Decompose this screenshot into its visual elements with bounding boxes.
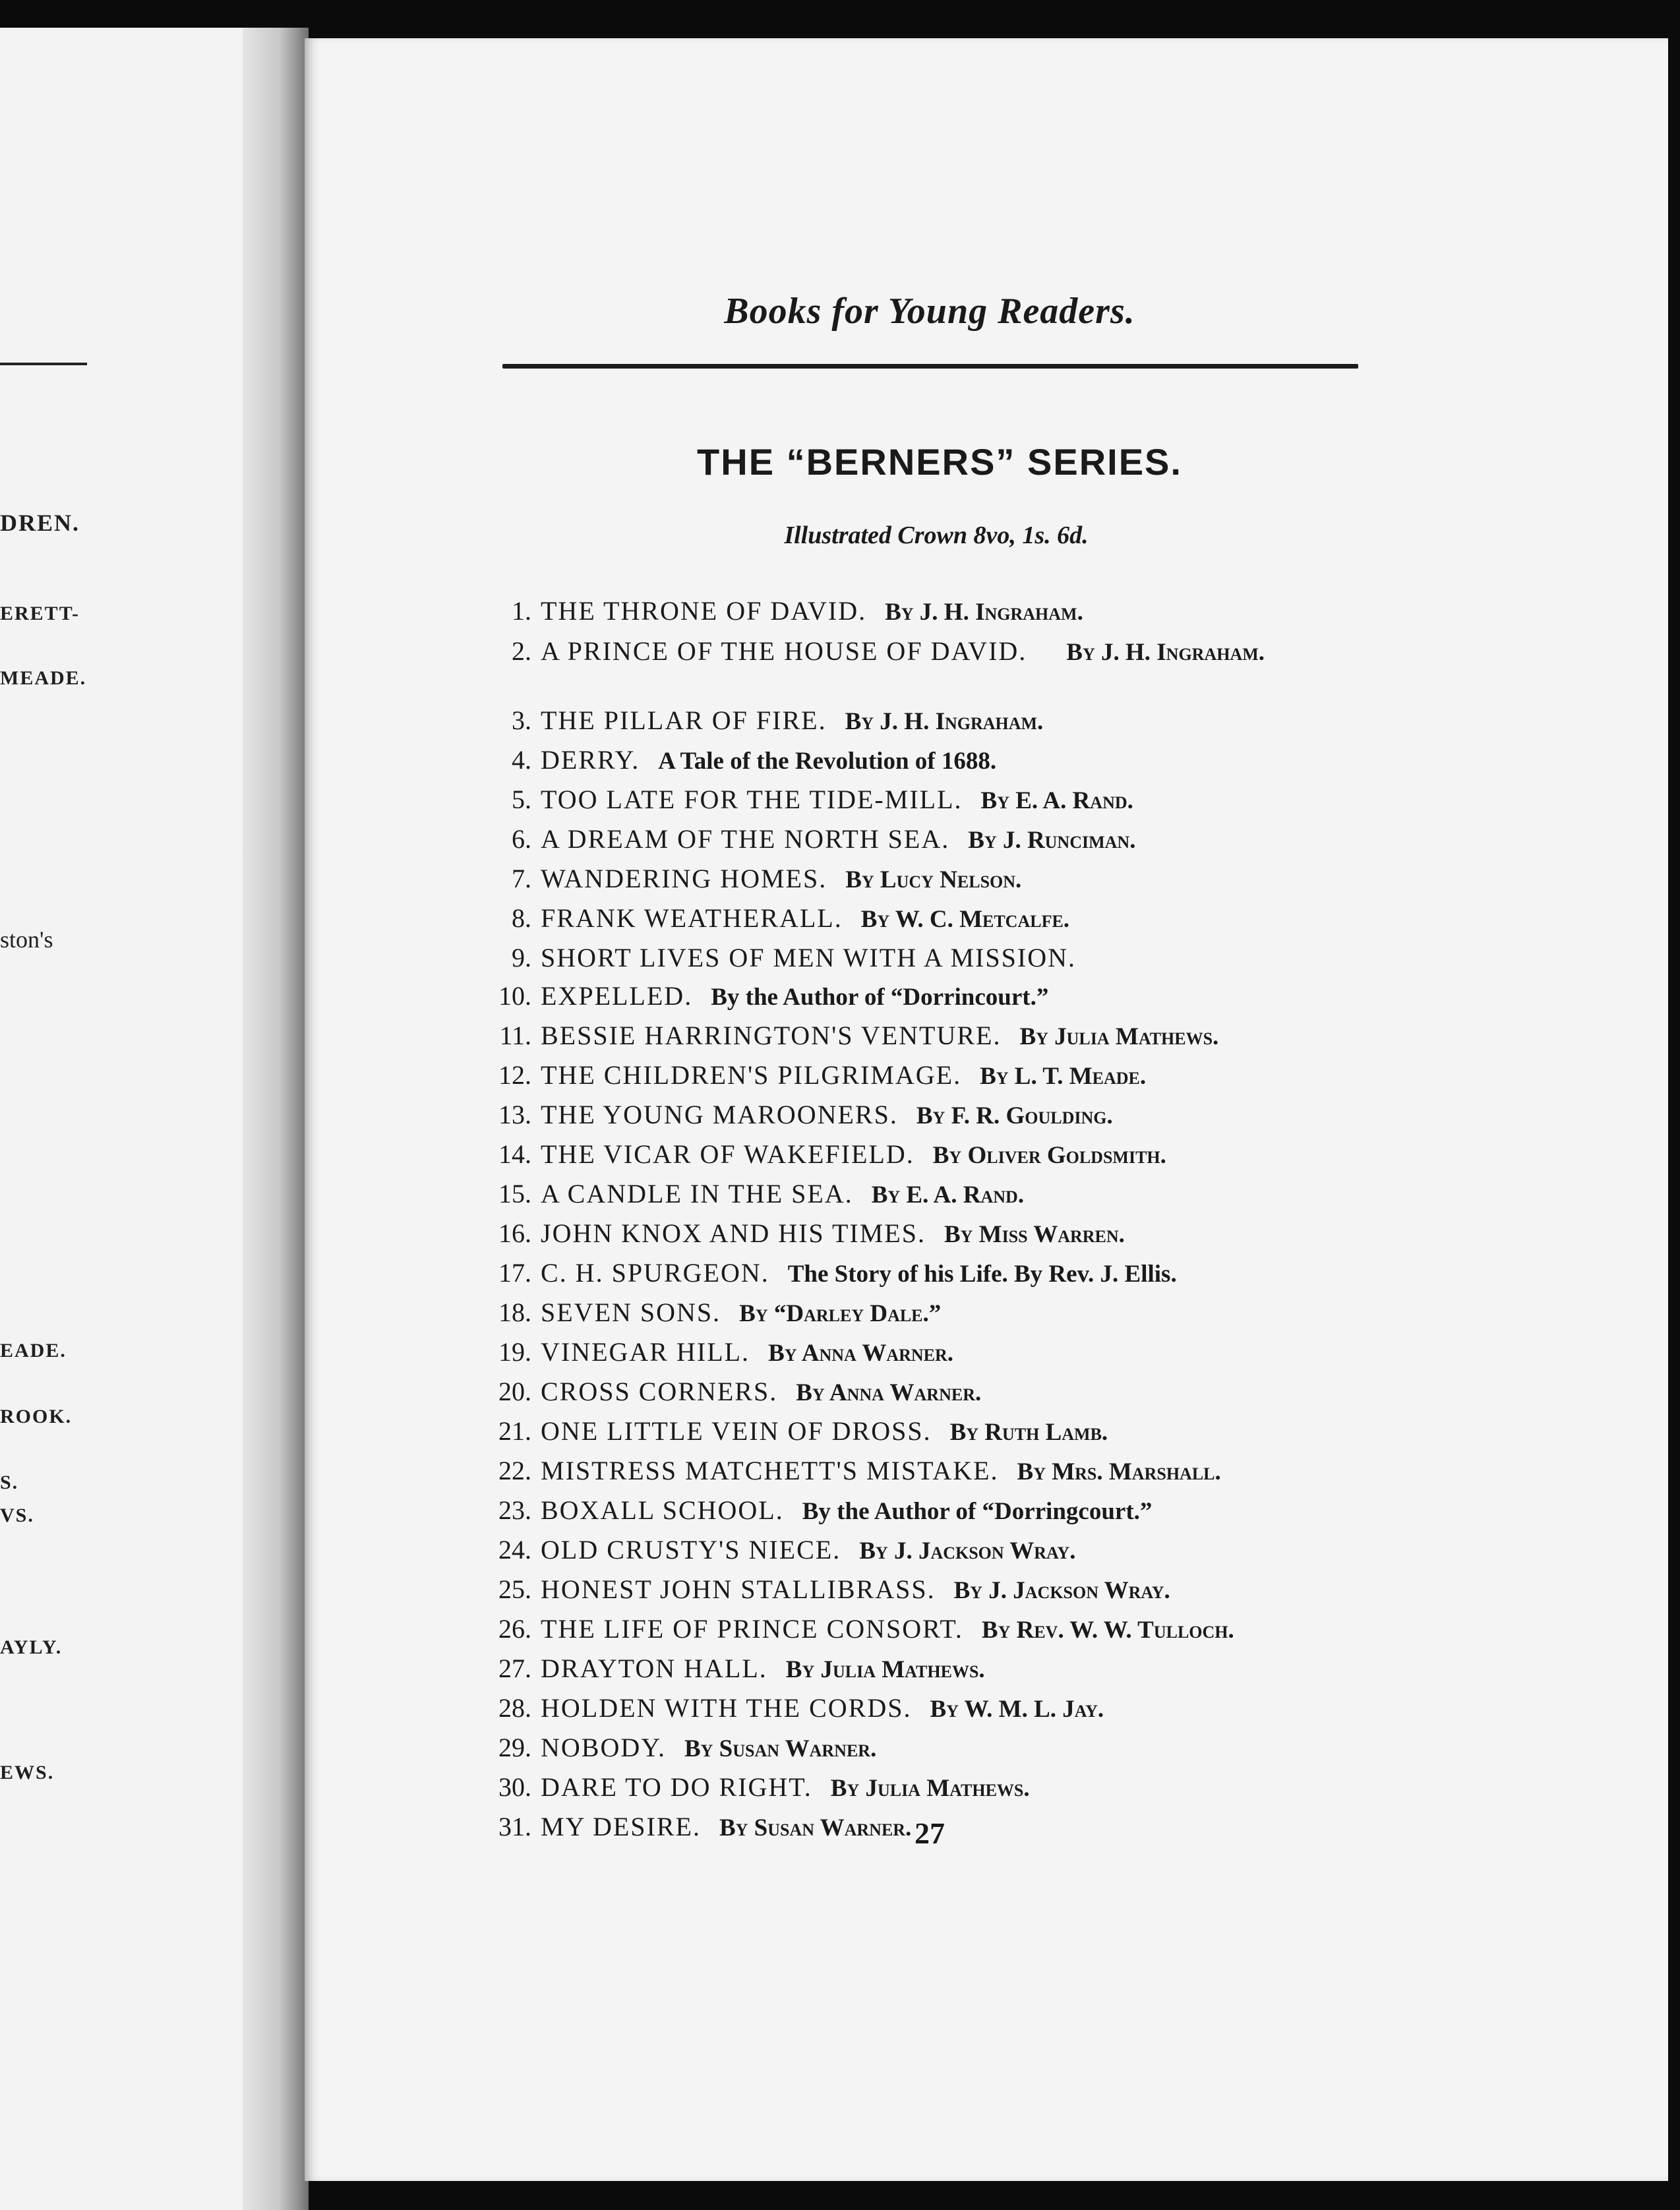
book-title: WANDERING HOMES.	[541, 864, 827, 893]
running-header: Books for Young Readers.	[724, 291, 1135, 332]
fragment-text: EADE.	[0, 1340, 67, 1361]
item-number: 30.	[498, 1772, 531, 1802]
book-byline: By F. R. Goulding.	[916, 1102, 1113, 1129]
list-item	[469, 939, 1366, 977]
book-byline: By J. H. Ingraham.	[1066, 639, 1265, 666]
list-item	[469, 1373, 1366, 1412]
book-title: MISTRESS MATCHETT'S MISTAKE.	[541, 1456, 999, 1485]
list-item	[469, 592, 1366, 632]
list-item	[469, 1610, 1366, 1650]
book-title: A DREAM OF THE NORTH SEA.	[541, 824, 950, 854]
list-item	[469, 632, 1366, 702]
fragment-text: S.	[0, 1472, 19, 1493]
item-number: 22.	[498, 1456, 531, 1485]
fragment-text: EWS.	[0, 1762, 55, 1783]
page-number: 27	[915, 1816, 945, 1850]
book-byline: By Anna Warner.	[796, 1379, 982, 1406]
item-number: 1.	[512, 596, 531, 626]
book-gutter	[243, 28, 309, 2210]
item-number: 8.	[512, 903, 531, 933]
list-item	[469, 1254, 1366, 1294]
item-number: 7.	[512, 864, 531, 893]
edition-subtitle: Illustrated Crown 8vo, 1s. 6d.	[784, 522, 1089, 549]
book-list	[469, 592, 1366, 1847]
book-title: THE YOUNG MAROONERS.	[541, 1100, 898, 1129]
book-title: NOBODY.	[541, 1733, 666, 1762]
book-byline: By “Darley Dale.”	[739, 1300, 942, 1327]
book-byline: By Lucy Nelson.	[845, 866, 1022, 893]
book-title: THE CHILDREN'S PILGRIMAGE.	[541, 1060, 962, 1090]
book-title: JOHN KNOX AND HIS TIMES.	[541, 1218, 926, 1248]
book-byline: By Susan Warner.	[684, 1735, 877, 1762]
list-item	[469, 741, 1366, 781]
item-number: 2.	[512, 636, 531, 666]
book-title: BOXALL SCHOOL.	[541, 1495, 784, 1525]
item-number: 31.	[498, 1812, 531, 1841]
fragment-text: MEADE.	[0, 667, 87, 689]
book-title: THE THRONE OF DAVID.	[541, 596, 867, 626]
header-rule	[502, 364, 1358, 369]
list-item	[469, 1531, 1366, 1570]
book-title: A CANDLE IN THE SEA.	[541, 1179, 853, 1209]
book-byline: By the Author of “Dorringcourt.”	[802, 1498, 1153, 1525]
item-number: 29.	[498, 1733, 531, 1762]
book-title: BESSIE HARRINGTON'S VENTURE.	[541, 1021, 1002, 1050]
book-title: OLD CRUSTY'S NIECE.	[541, 1535, 841, 1565]
book-byline: By J. H. Ingraham.	[885, 599, 1083, 626]
book-byline: By J. H. Ingraham.	[845, 708, 1044, 735]
fragment-text: ston's	[0, 926, 53, 953]
item-number: 13.	[498, 1100, 531, 1129]
book-byline: By W. C. Metcalfe.	[860, 906, 1070, 933]
book-byline: By J. Jackson Wray.	[953, 1577, 1170, 1604]
book-title: DERRY.	[541, 745, 640, 775]
book-byline: By Julia Mathews.	[830, 1775, 1030, 1802]
book-title: TOO LATE FOR THE TIDE-MILL.	[541, 785, 963, 814]
fragment-text: ROOK.	[0, 1406, 73, 1427]
item-number: 9.	[512, 943, 531, 972]
item-number: 16.	[498, 1218, 531, 1248]
item-number: 24.	[498, 1535, 531, 1565]
item-number: 5.	[512, 785, 531, 814]
list-item	[469, 1056, 1366, 1096]
list-item	[469, 820, 1366, 860]
book-title: FRANK WEATHERALL.	[541, 903, 843, 933]
item-number: 23.	[498, 1495, 531, 1525]
item-number: 18.	[498, 1298, 531, 1327]
book-title: THE LIFE OF PRINCE CONSORT.	[541, 1614, 963, 1644]
list-item	[469, 1135, 1366, 1175]
list-item	[469, 1175, 1366, 1214]
book-title: SHORT LIVES OF MEN WITH A MISSION.	[541, 943, 1076, 972]
book-byline: By E. A. Rand.	[980, 787, 1133, 814]
list-item	[469, 1412, 1366, 1452]
item-number: 11.	[499, 1021, 531, 1050]
book-title: SEVEN SONS.	[541, 1298, 721, 1327]
book-byline: By Julia Mathews.	[785, 1656, 985, 1683]
book-byline: By J. Runciman.	[968, 827, 1136, 854]
list-item	[469, 1452, 1366, 1491]
book-byline: By Miss Warren.	[944, 1221, 1125, 1248]
fragment-text: AYLY.	[0, 1636, 63, 1658]
item-number: 17.	[498, 1258, 531, 1288]
book-byline: By Rev. W. W. Tulloch.	[981, 1617, 1234, 1644]
book-title: ONE LITTLE VEIN OF DROSS.	[541, 1416, 932, 1446]
book-title: HOLDEN WITH THE CORDS.	[541, 1693, 912, 1723]
fragment-text: DREN.	[0, 510, 80, 536]
item-number: 20.	[498, 1377, 531, 1406]
item-number: 6.	[512, 824, 531, 854]
book-title: EXPELLED.	[541, 981, 693, 1011]
item-number: 26.	[498, 1614, 531, 1644]
list-item	[469, 781, 1366, 820]
book-byline: By W. M. L. Jay.	[930, 1696, 1104, 1723]
book-byline: By Ruth Lamb.	[949, 1419, 1108, 1446]
item-number: 15.	[498, 1179, 531, 1209]
book-title: C. H. SPURGEON.	[541, 1258, 769, 1288]
fragment-text: VS.	[0, 1505, 34, 1526]
list-item	[469, 1491, 1366, 1531]
book-byline: By E. A. Rand.	[871, 1181, 1025, 1209]
series-title: THE “BERNERS” SERIES.	[697, 441, 1182, 483]
list-item	[469, 1096, 1366, 1135]
item-number: 12.	[498, 1060, 531, 1090]
book-byline: By the Author of “Dorrincourt.”	[711, 984, 1049, 1011]
book-byline: By Oliver Goldsmith.	[932, 1142, 1166, 1169]
book-byline: The Story of his Life. By Rev. J. Ellis.	[787, 1261, 1177, 1288]
list-item	[469, 1214, 1366, 1254]
item-number: 25.	[498, 1574, 531, 1604]
book-title: CROSS CORNERS.	[541, 1377, 778, 1406]
fragment-text: ERETT-	[0, 603, 80, 624]
book-title: HONEST JOHN STALLIBRASS.	[541, 1574, 936, 1604]
book-title: THE PILLAR OF FIRE.	[541, 705, 827, 735]
book-byline: By J. Jackson Wray.	[859, 1538, 1076, 1565]
book-byline: By Susan Warner.	[719, 1814, 912, 1841]
item-number: 21.	[498, 1416, 531, 1446]
list-item	[469, 1294, 1366, 1333]
list-item	[469, 1729, 1366, 1768]
list-item	[469, 899, 1366, 939]
previous-page-rule	[0, 363, 87, 365]
item-number: 27.	[498, 1654, 531, 1683]
book-title: MY DESIRE.	[541, 1812, 701, 1841]
book-byline: By Anna Warner.	[768, 1340, 954, 1367]
book-title: VINEGAR HILL.	[541, 1337, 750, 1367]
list-item	[469, 1689, 1366, 1729]
list-item	[469, 1650, 1366, 1689]
book-byline: By Mrs. Marshall.	[1017, 1458, 1221, 1485]
book-title: A PRINCE OF THE HOUSE OF DAVID.	[541, 636, 1027, 666]
list-item	[469, 860, 1366, 899]
list-item	[469, 1017, 1366, 1056]
item-number: 19.	[498, 1337, 531, 1367]
book-title: DARE TO DO RIGHT.	[541, 1772, 812, 1802]
list-item	[469, 1333, 1366, 1373]
item-number: 14.	[498, 1139, 531, 1169]
list-item	[469, 977, 1366, 1017]
item-number: 10.	[498, 981, 531, 1011]
list-item	[469, 702, 1366, 741]
list-item	[469, 1768, 1366, 1808]
book-byline: By Julia Mathews.	[1019, 1023, 1219, 1050]
book-byline: By L. T. Meade.	[980, 1063, 1147, 1090]
item-number: 4.	[512, 745, 531, 775]
item-number: 28.	[498, 1693, 531, 1723]
list-item	[469, 1570, 1366, 1610]
item-number: 3.	[512, 705, 531, 735]
book-byline: A Tale of the Revolution of 1688.	[658, 748, 997, 775]
book-title: THE VICAR OF WAKEFIELD.	[541, 1139, 915, 1169]
book-title: DRAYTON HALL.	[541, 1654, 767, 1683]
